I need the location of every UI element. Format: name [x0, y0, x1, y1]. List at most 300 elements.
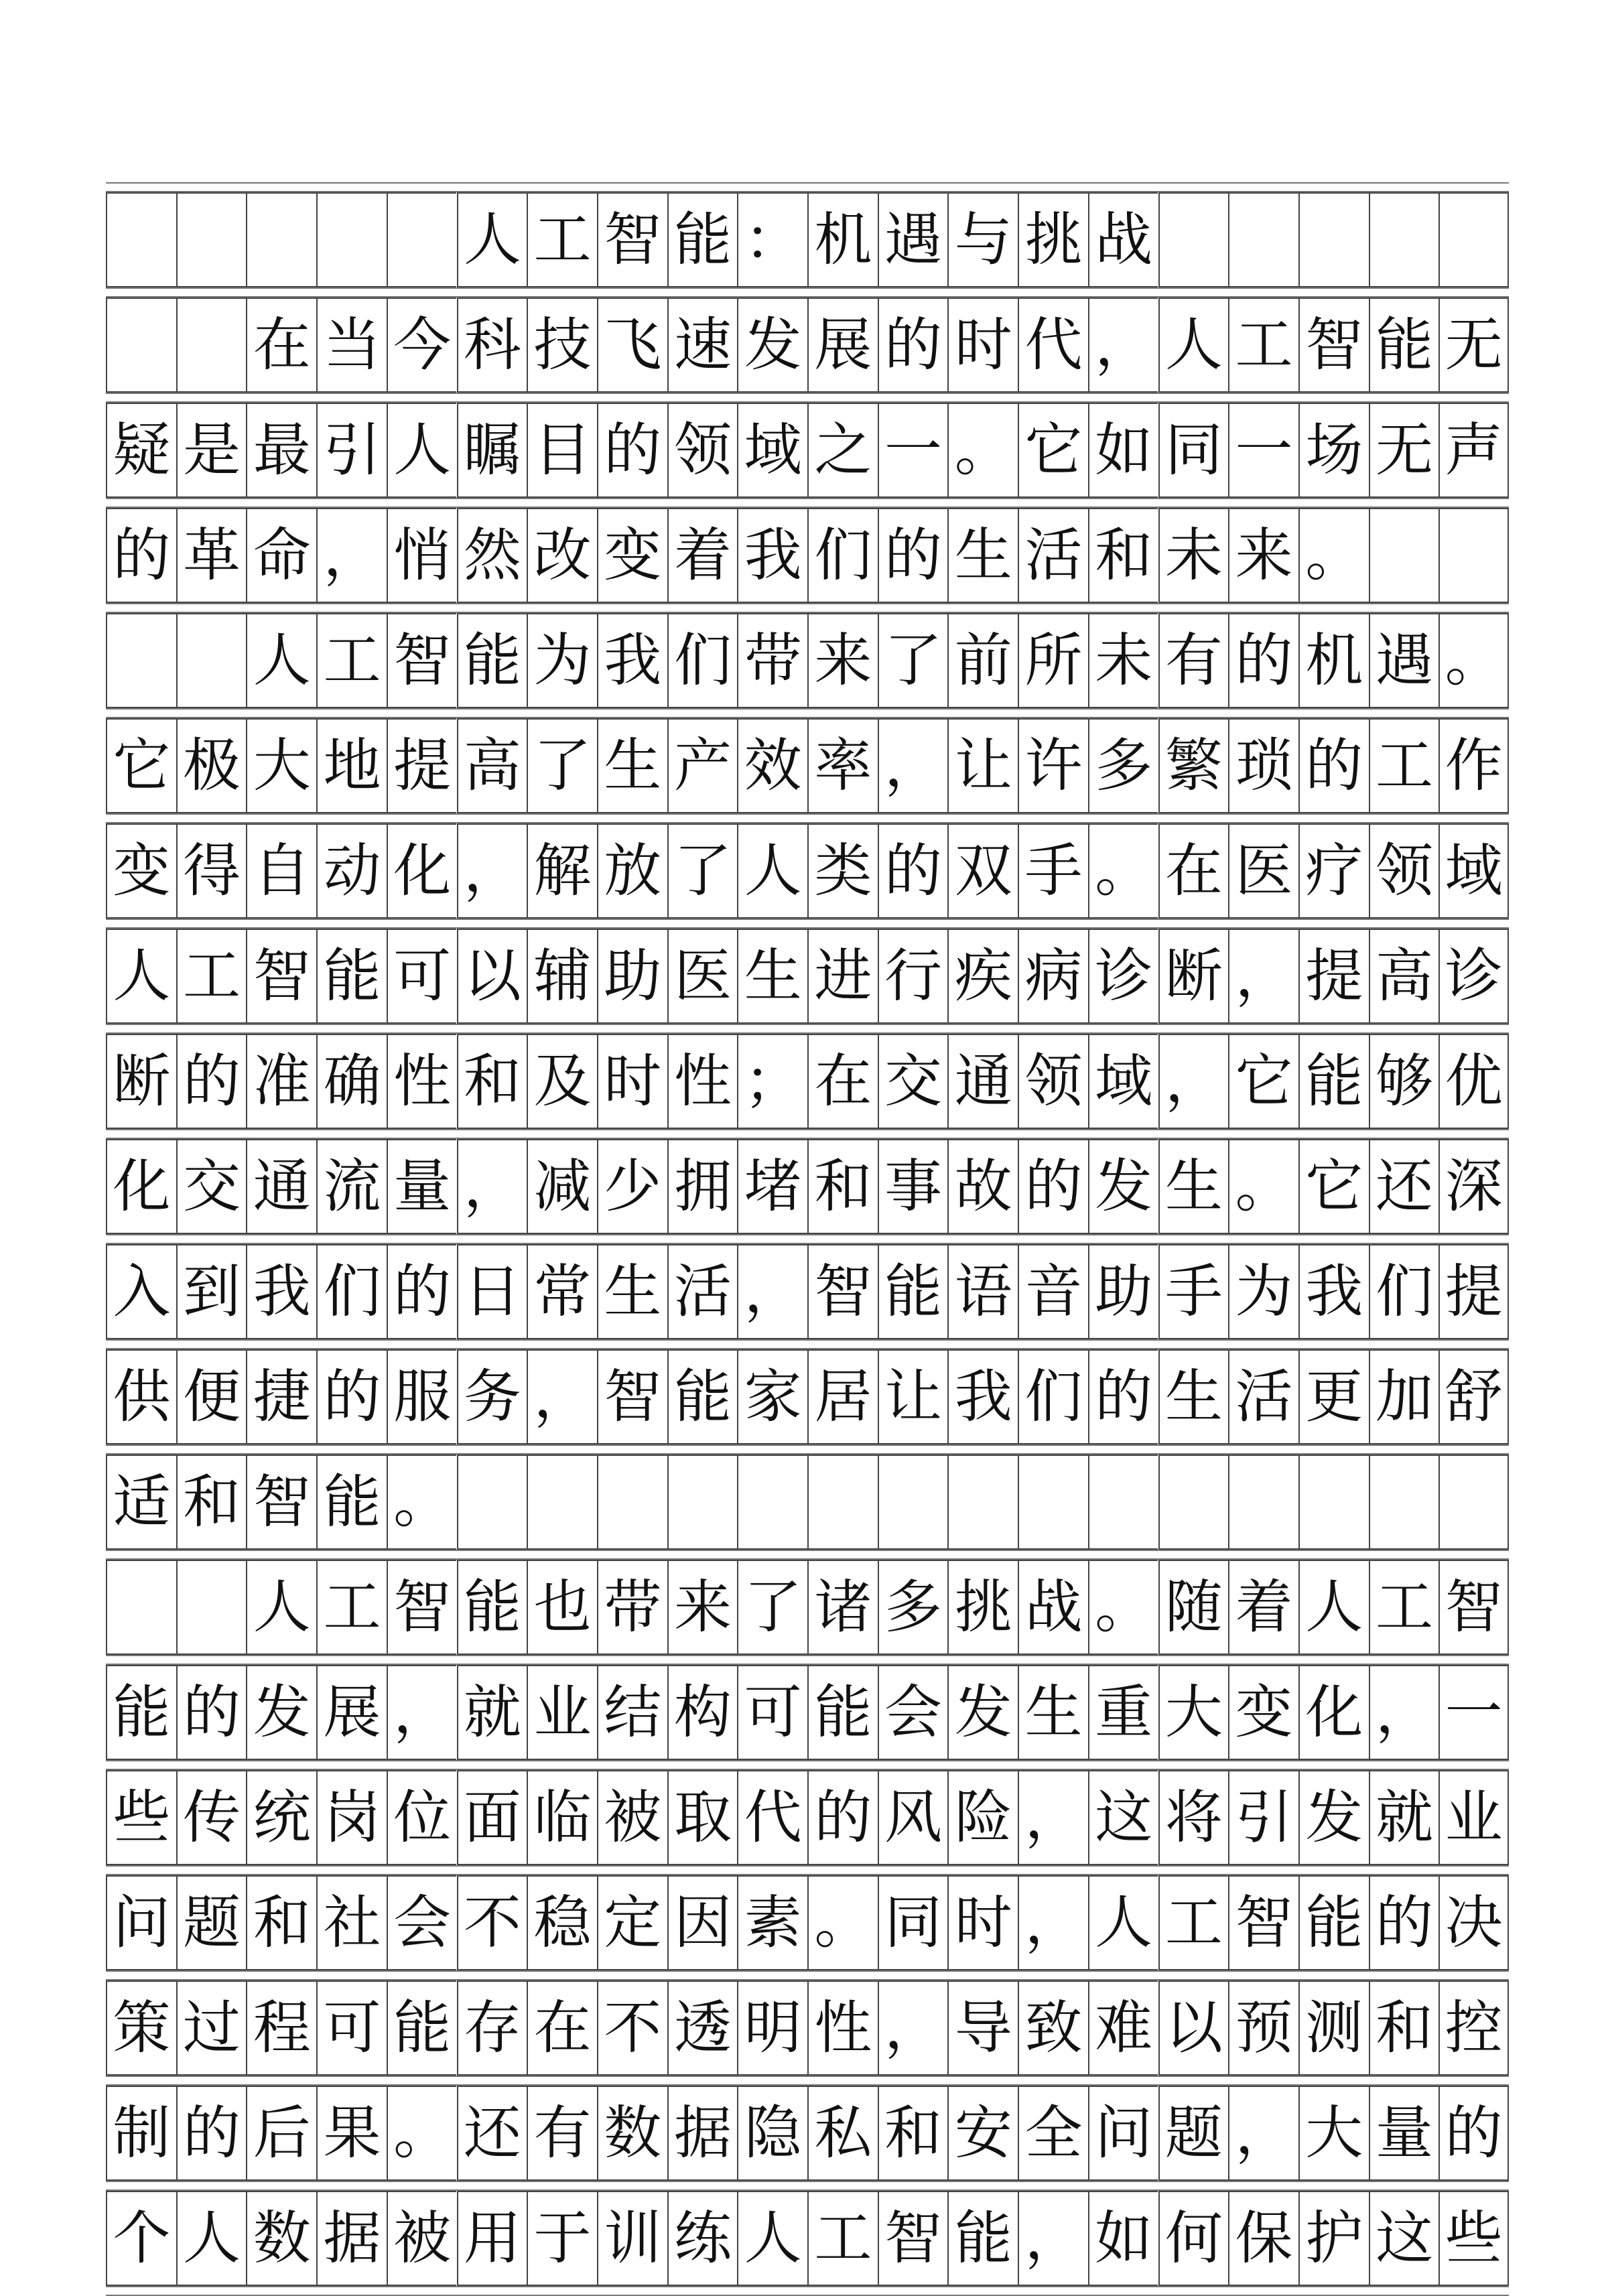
grid-cell: 辅	[527, 929, 597, 1024]
grid-cell: ，	[527, 1349, 597, 1444]
grid-cell: 不	[597, 1980, 667, 2076]
grid-cell: 重	[1088, 1665, 1158, 1760]
grid-cell: 自	[246, 823, 316, 919]
grid-cell: 提	[1298, 929, 1369, 1024]
grid-cell: 工	[316, 613, 387, 708]
grid-cell: 稳	[527, 1875, 597, 1970]
grid-cell: 带	[597, 1560, 667, 1655]
grid-cell: 供	[106, 1349, 176, 1444]
grid-cell: 定	[597, 1875, 667, 1970]
grid-cell: 挑	[1018, 192, 1088, 287]
grid-cell: 智	[246, 929, 316, 1024]
grid-cell: ，	[1228, 2086, 1298, 2181]
grid-cell: 大	[246, 718, 316, 813]
grid-cell: 工	[1369, 718, 1439, 813]
grid-cell: 透	[667, 1980, 738, 2076]
title-line	[106, 192, 1509, 287]
row-separator	[106, 1024, 1509, 1034]
grid-cell: 工	[527, 192, 597, 287]
grid-cell: 然	[457, 508, 527, 603]
grid-cell: 提	[1438, 1244, 1509, 1339]
row-separator	[106, 1550, 1509, 1560]
grid-cell: 当	[316, 297, 387, 393]
grid-cell: 工	[1158, 1875, 1229, 1970]
grid-cell: 业	[527, 1665, 597, 1760]
grid-cell: 难	[1088, 1980, 1158, 2076]
grid-cell: 手	[1158, 1244, 1229, 1339]
grid-cell: 优	[1438, 1034, 1509, 1129]
grid-cell: 多	[1088, 718, 1158, 813]
grid-cell	[1158, 192, 1229, 287]
grid-cell: 效	[737, 718, 807, 813]
grid-cell	[387, 192, 457, 287]
grid-cell: 及	[527, 1034, 597, 1129]
grid-cell: 险	[947, 1770, 1018, 1865]
grid-cell: 用	[457, 2191, 527, 2286]
grid-cell: 的	[807, 1770, 878, 1865]
grid-cell: 性	[807, 1980, 878, 2076]
grid-cell: 助	[1088, 1244, 1158, 1339]
grid-cell: 让	[947, 718, 1018, 813]
grid-cell: 的	[176, 2086, 247, 2181]
grid-cell: 社	[316, 1875, 387, 1970]
row-separator	[106, 1339, 1509, 1349]
grid-cell: 的	[387, 1244, 457, 1339]
grid-cell: 加	[1369, 1349, 1439, 1444]
grid-cell: 问	[106, 1875, 176, 1970]
grid-cell: 。	[1088, 1560, 1158, 1655]
grid-cell: 遇	[878, 192, 948, 287]
grid-cell	[1088, 1455, 1158, 1550]
grid-cell	[1438, 508, 1509, 603]
text-line	[106, 929, 1509, 1024]
grid-cell: 私	[807, 2086, 878, 2181]
grid-cell: 的	[1018, 1139, 1088, 1234]
grid-cell: 些	[1438, 2191, 1509, 2286]
grid-cell: 在	[527, 1980, 597, 2076]
grid-cell: ，	[1228, 929, 1298, 1024]
grid-cell: 深	[1438, 1139, 1509, 1234]
grid-cell: 的	[597, 403, 667, 498]
grid-cell: 目	[527, 403, 597, 498]
grid-cell: 智	[1298, 297, 1369, 393]
grid-cell: 预	[1228, 1980, 1298, 2076]
grid-cell: 人	[246, 613, 316, 708]
grid-cell: 领	[667, 403, 738, 498]
grid-cell	[1369, 192, 1439, 287]
grid-cell: 时	[597, 1034, 667, 1129]
grid-cell: 声	[1438, 403, 1509, 498]
grid-cell: 减	[527, 1139, 597, 1234]
grid-cell: ，	[1369, 1665, 1439, 1760]
grid-cell: 无	[1369, 403, 1439, 498]
grid-cell: 域	[1088, 1034, 1158, 1129]
row-separator	[106, 919, 1509, 929]
grid-cell: 为	[1228, 1244, 1298, 1339]
row-separator	[106, 2181, 1509, 2191]
grid-cell	[1298, 192, 1369, 287]
grid-cell	[527, 1455, 597, 1550]
grid-cell: 着	[1228, 1560, 1298, 1655]
grid-cell	[597, 1455, 667, 1550]
grid-cell: 捷	[246, 1349, 316, 1444]
grid-cell: 断	[106, 1034, 176, 1129]
grid-cell: 可	[737, 1665, 807, 1760]
grid-cell	[1438, 192, 1509, 287]
text-line	[106, 1139, 1509, 1234]
grid-cell: 解	[527, 823, 597, 919]
grid-cell: 统	[246, 1770, 316, 1865]
grid-cell: 在	[1158, 823, 1229, 919]
grid-cell: 能	[316, 1455, 387, 1550]
grid-cell: 务	[457, 1349, 527, 1444]
grid-cell: 高	[457, 718, 527, 813]
grid-cell: 风	[878, 1770, 948, 1865]
grid-cell: 工	[176, 929, 247, 1024]
grid-cell: 和	[176, 1455, 247, 1550]
grid-cell: 未	[1158, 508, 1229, 603]
grid-cell: 能	[387, 1980, 457, 2076]
grid-cell: 我	[246, 1244, 316, 1339]
grid-cell	[106, 613, 176, 708]
grid-cell	[176, 297, 247, 393]
grid-cell: 少	[597, 1139, 667, 1234]
grid-cell: 交	[176, 1139, 247, 1234]
grid-cell: 保	[1228, 2191, 1298, 2286]
grid-cell: 机	[807, 192, 878, 287]
grid-cell: 医	[667, 929, 738, 1024]
grid-cell: 病	[1018, 929, 1088, 1024]
grid-cell: 智	[807, 1244, 878, 1339]
grid-cell: 和	[246, 1875, 316, 1970]
grid-cell: 疗	[1298, 823, 1369, 919]
grid-cell: 挑	[947, 1560, 1018, 1655]
grid-cell: 生	[1158, 1139, 1229, 1234]
grid-cell: 不	[457, 1875, 527, 1970]
grid-cell: 何	[1158, 2191, 1229, 2286]
grid-cell: 前	[947, 613, 1018, 708]
row-separator	[106, 1655, 1509, 1665]
grid-cell: 生	[1018, 1665, 1088, 1760]
grid-cell: 的	[878, 823, 948, 919]
grid-cell: 着	[667, 508, 738, 603]
grid-cell: 。	[1228, 1139, 1298, 1234]
grid-cell: 的	[316, 1349, 387, 1444]
grid-cell: 能	[667, 192, 738, 287]
grid-cell	[457, 1455, 527, 1550]
grid-cell: 便	[176, 1349, 247, 1444]
grid-cell: 还	[1369, 1139, 1439, 1234]
grid-cell: 后	[246, 2086, 316, 2181]
grid-cell: 领	[1369, 823, 1439, 919]
grid-cell	[176, 1560, 247, 1655]
grid-cell: 。	[387, 2086, 457, 2181]
text-line	[106, 1244, 1509, 1339]
grid-cell: 人	[737, 2191, 807, 2286]
grid-cell: 变	[597, 508, 667, 603]
grid-cell: 隐	[737, 2086, 807, 2181]
grid-cell: 明	[737, 1980, 807, 2076]
grid-cell: 时	[947, 1875, 1018, 1970]
grid-cell: 确	[316, 1034, 387, 1129]
grid-cell: 了	[527, 718, 597, 813]
grid-cell: 为	[527, 613, 597, 708]
grid-cell: 率	[807, 718, 878, 813]
grid-cell: 结	[597, 1665, 667, 1760]
grid-cell	[1228, 192, 1298, 287]
text-line	[106, 1455, 1509, 1550]
grid-cell: 医	[1228, 823, 1298, 919]
grid-cell: 改	[527, 508, 597, 603]
grid-cell: 同	[878, 1875, 948, 1970]
grid-cell: 的	[176, 1034, 247, 1129]
grid-cell	[807, 1455, 878, 1550]
grid-cell: 有	[1158, 613, 1229, 708]
grid-cell: 人	[387, 403, 457, 498]
grid-cell: 化	[1298, 1665, 1369, 1760]
grid-cell: 题	[176, 1875, 247, 1970]
row-separator	[106, 1444, 1509, 1455]
grid-cell: 够	[1369, 1034, 1439, 1129]
grid-cell: 它	[1298, 1139, 1369, 1234]
grid-cell: 了	[737, 1560, 807, 1655]
grid-cell: 事	[878, 1139, 948, 1234]
grid-cell: 程	[246, 1980, 316, 2076]
grid-cell: 能	[947, 2191, 1018, 2286]
grid-cell: 智	[246, 1455, 316, 1550]
grid-cell: 活	[1228, 1349, 1298, 1444]
grid-cell: 岗	[316, 1770, 387, 1865]
grid-cell: 拥	[667, 1139, 738, 1234]
grid-cell: 了	[667, 823, 738, 919]
grid-cell: 据	[667, 2086, 738, 2181]
grid-cell: 许	[1018, 718, 1088, 813]
grid-cell: 工	[316, 1560, 387, 1655]
grid-cell: 通	[947, 1034, 1018, 1129]
grid-cell: 面	[457, 1770, 527, 1865]
grid-cell: 适	[106, 1455, 176, 1550]
grid-cell: 练	[667, 2191, 738, 2286]
grid-cell: 工	[1228, 297, 1298, 393]
grid-cell: 们	[1018, 1349, 1088, 1444]
grid-cell: 地	[316, 718, 387, 813]
grid-cell: 准	[246, 1034, 316, 1129]
row-separator	[106, 182, 1509, 192]
grid-cell: 一	[878, 403, 948, 498]
grid-cell: 今	[387, 297, 457, 393]
text-line	[106, 1770, 1509, 1865]
grid-cell: ，	[1018, 1770, 1088, 1865]
grid-cell: 疾	[947, 929, 1018, 1024]
text-line	[106, 2191, 1509, 2286]
text-line	[106, 1349, 1509, 1444]
grid-cell	[176, 192, 247, 287]
grid-cell: 过	[176, 1980, 247, 2076]
row-separator	[106, 2076, 1509, 2086]
grid-cell: 我	[1298, 1244, 1369, 1339]
grid-cell: 动	[316, 823, 387, 919]
grid-cell	[316, 192, 387, 287]
grid-cell: 能	[316, 929, 387, 1024]
grid-cell: 服	[387, 1349, 457, 1444]
grid-cell: 之	[807, 403, 878, 498]
grid-cell: 活	[667, 1244, 738, 1339]
grid-cell: 科	[457, 297, 527, 393]
grid-cell: 故	[947, 1139, 1018, 1234]
grid-cell: 能	[106, 1665, 176, 1760]
grid-cell: ，	[316, 508, 387, 603]
grid-cell	[106, 297, 176, 393]
grid-cell: 有	[527, 2086, 597, 2181]
grid-cell: 训	[597, 2191, 667, 2286]
grid-cell	[667, 1455, 738, 1550]
grid-cell: 工	[807, 2191, 878, 2286]
grid-cell: 交	[878, 1034, 948, 1129]
grid-cell: 所	[1018, 613, 1088, 708]
text-line	[106, 823, 1509, 919]
grid-cell: 。	[387, 1455, 457, 1550]
grid-cell: 些	[106, 1770, 176, 1865]
grid-cell: 类	[807, 823, 878, 919]
grid-cell: 工	[1369, 1560, 1439, 1655]
grid-cell: 化	[106, 1139, 176, 1234]
grid-cell: 控	[1438, 1980, 1509, 2076]
grid-cell: 。	[807, 1875, 878, 1970]
row-separator	[106, 393, 1509, 403]
grid-cell: 这	[1088, 1770, 1158, 1865]
grid-cell: 人	[106, 929, 176, 1024]
row-separator	[106, 498, 1509, 508]
grid-cell: 变	[1228, 1665, 1298, 1760]
grid-cell	[1438, 1455, 1509, 1550]
grid-cell: 诊	[1438, 929, 1509, 1024]
grid-cell: ，	[878, 1980, 948, 2076]
grid-cell: 智	[597, 192, 667, 287]
grid-cell: 引	[316, 403, 387, 498]
grid-cell: 也	[527, 1560, 597, 1655]
grid-cell: 能	[1298, 1034, 1369, 1129]
grid-cell	[106, 192, 176, 287]
grid-cell: 还	[457, 2086, 527, 2181]
grid-cell: 致	[1018, 1980, 1088, 2076]
grid-cell: 和	[878, 2086, 948, 2181]
grid-cell: ，	[1158, 1034, 1229, 1129]
grid-cell: 我	[737, 508, 807, 603]
grid-cell: 的	[176, 1665, 247, 1760]
grid-cell: 测	[1298, 1980, 1369, 2076]
text-line	[106, 1560, 1509, 1655]
grid-cell: 疑	[106, 403, 176, 498]
grid-cell: 人	[1158, 297, 1229, 393]
grid-cell: 。	[947, 403, 1018, 498]
text-line	[106, 508, 1509, 603]
grid-cell: 发	[1088, 1139, 1158, 1234]
grid-cell: 作	[1438, 718, 1509, 813]
grid-cell: 构	[667, 1665, 738, 1760]
grid-cell: 人	[1088, 1875, 1158, 1970]
grid-cell: 被	[597, 1770, 667, 1865]
grid-cell: ，	[1088, 297, 1158, 393]
grid-cell: 以	[1158, 1980, 1229, 2076]
grid-cell	[1158, 1455, 1229, 1550]
row-separator	[106, 2286, 1509, 2296]
grid-cell: 如	[1088, 2191, 1158, 2286]
grid-cell: 流	[316, 1139, 387, 1234]
grid-cell: 和	[807, 1139, 878, 1234]
grid-cell: 这	[1369, 2191, 1439, 2286]
grid-cell: 在	[807, 1034, 878, 1129]
grid-cell: 问	[1088, 2086, 1158, 2181]
grid-cell: ，	[878, 718, 948, 813]
grid-cell: 活	[1018, 508, 1088, 603]
grid-cell: 因	[667, 1875, 738, 1970]
grid-cell: 素	[737, 1875, 807, 1970]
grid-cell: 智	[597, 1349, 667, 1444]
row-separator	[106, 603, 1509, 613]
grid-cell	[1018, 1455, 1088, 1550]
grid-cell: 发	[737, 297, 807, 393]
grid-cell: 量	[387, 1139, 457, 1234]
grid-cell: 它	[1018, 403, 1088, 498]
grid-cell: 变	[106, 823, 176, 919]
grid-cell: 诊	[1088, 929, 1158, 1024]
grid-cell: 来	[807, 613, 878, 708]
grid-cell: 据	[316, 2191, 387, 2286]
grid-cell: 会	[387, 1875, 457, 1970]
grid-cell: 和	[1369, 1980, 1439, 2076]
grid-cell: 飞	[597, 297, 667, 393]
row-separator	[106, 1760, 1509, 1770]
row-separator	[106, 813, 1509, 823]
grid-cell: 革	[176, 508, 247, 603]
grid-cell: 临	[527, 1770, 597, 1865]
grid-cell: 的	[1088, 1349, 1158, 1444]
grid-cell: 。	[1088, 823, 1158, 919]
grid-cell: 将	[1158, 1770, 1229, 1865]
grid-cell	[1298, 1455, 1369, 1550]
grid-cell: 安	[947, 2086, 1018, 2181]
grid-cell: 的	[878, 297, 948, 393]
grid-cell: 让	[878, 1349, 948, 1444]
grid-cell: 和	[1088, 508, 1158, 603]
grid-cell: 更	[1298, 1349, 1369, 1444]
grid-cell: 业	[1438, 1770, 1509, 1865]
grid-cell: 生	[597, 718, 667, 813]
grid-cell	[176, 613, 247, 708]
grid-cell: 可	[316, 1980, 387, 2076]
grid-cell: 智	[878, 2191, 948, 2286]
grid-cell: 舒	[1438, 1349, 1509, 1444]
grid-cell: 以	[457, 929, 527, 1024]
grid-cell: 全	[1018, 2086, 1088, 2181]
grid-cell: 就	[1369, 1770, 1439, 1865]
text-line	[106, 1980, 1509, 2076]
grid-cell: 生	[737, 929, 807, 1024]
grid-cell: ，	[737, 1244, 807, 1339]
grid-cell: 性	[667, 1034, 738, 1129]
grid-cell: ；	[737, 1034, 807, 1129]
grid-cell: 数	[597, 2086, 667, 2181]
grid-cell: 产	[667, 718, 738, 813]
grid-cell: 代	[737, 1770, 807, 1865]
grid-cell: 生	[947, 508, 1018, 603]
grid-cell: 大	[1158, 1665, 1229, 1760]
grid-cell: 一	[1438, 1665, 1509, 1760]
grid-cell: 智	[387, 613, 457, 708]
grid-cell: 与	[947, 192, 1018, 287]
grid-cell: 音	[1018, 1244, 1088, 1339]
grid-cell: 发	[1298, 1770, 1369, 1865]
